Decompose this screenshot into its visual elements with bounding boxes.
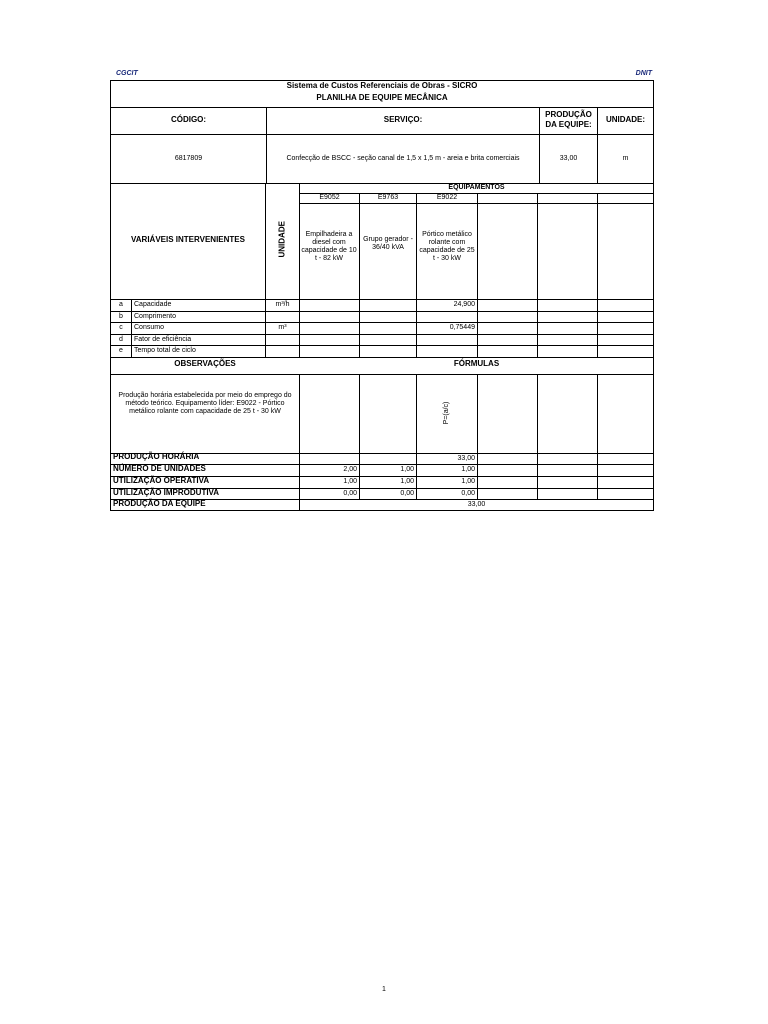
formula-e9022: P=(a/c) — [443, 401, 450, 425]
page-number: 1 — [382, 986, 386, 993]
service-code: 6817809 — [174, 155, 203, 162]
equipment-desc-e9022: Pórtico metálico rolante com capacidade de 25 t - 30 kW — [419, 231, 475, 262]
variavel-name: Consumo — [134, 324, 164, 331]
variavel-name: Comprimento — [134, 313, 177, 320]
rule — [111, 311, 653, 312]
utilizacao-operativa-e9022: 1,00 — [461, 478, 475, 485]
rule — [537, 374, 538, 500]
rule — [359, 193, 360, 357]
unidade-vertical-label: UNIDADE — [277, 221, 287, 258]
rule — [131, 299, 132, 357]
producao-horaria-label: PRODUÇÃO HORÁRIA — [113, 452, 200, 461]
producao-label-line2: DA EQUIPE: — [545, 120, 592, 129]
rule — [111, 299, 653, 300]
utilizacao-improdutiva-e9022: 0,00 — [461, 490, 475, 497]
rule — [111, 345, 653, 346]
formulas-heading: FÓRMULAS — [453, 359, 500, 368]
numero-unidades-e9763: 1,00 — [400, 466, 414, 473]
sheet-subtitle: PLANILHA DE EQUIPE MECÂNICA — [316, 93, 448, 102]
variavel-unit: m³/h — [275, 301, 290, 308]
utilizacao-operativa-e9052: 1,00 — [343, 478, 357, 485]
utilizacao-improdutiva-e9763: 0,00 — [400, 490, 414, 497]
utilizacao-improdutiva-e9052: 0,00 — [343, 490, 357, 497]
equipment-code-e9763: E9763 — [377, 194, 399, 201]
rule — [477, 193, 478, 357]
service-description: Confecção de BSCC - seção canal de 1,5 x 1,5 m - areia e brita comerciais — [286, 155, 520, 162]
variavel-value-e9022: 0,75449 — [449, 324, 475, 331]
equipment-code-e9052: E9052 — [319, 194, 340, 201]
rule — [111, 357, 653, 358]
rule — [111, 134, 653, 135]
equipment-desc-e9052: Empilhadeira a diesel com capacidade de 10 t - 82 kW — [301, 231, 357, 262]
numero-unidades-e9052: 2,00 — [343, 466, 357, 473]
producao-label-line1: PRODUÇÃO — [545, 110, 592, 119]
servico-label: SERVIÇO: — [383, 115, 423, 124]
variavel-name: Tempo total de ciclo — [134, 347, 196, 354]
variavel-letter: d — [119, 336, 123, 343]
unidade-label: UNIDADE: — [605, 115, 646, 124]
variavel-letter: b — [119, 313, 123, 320]
utilizacao-operativa-label: UTILIZAÇÃO OPERATIVA — [113, 476, 210, 485]
variavel-value-e9022: 24,900 — [453, 301, 475, 308]
equipment-code-e9022: E9022 — [436, 194, 458, 201]
utilizacao-improdutiva-label: UTILIZAÇÃO IMPRODUTIVA — [113, 488, 220, 497]
equipment-desc-e9763: Grupo gerador - 36/40 kVA — [363, 236, 413, 251]
rule — [477, 374, 478, 500]
variavel-name: Fator de eficiência — [134, 336, 192, 343]
rule — [111, 322, 653, 323]
rule — [111, 107, 653, 108]
sheet-title: Sistema de Custos Referenciais de Obras - SICRO — [286, 81, 478, 90]
service-production: 33,00 — [559, 155, 578, 162]
observacoes-text: Produção horária estabelecida por meio do emprego do método teórico. Equipamento líder: E9022 - Pórtico metálico rolante com capacidade de 25 t - 30 kW — [118, 392, 292, 415]
codigo-label: CÓDIGO: — [170, 115, 207, 124]
producao-horaria-e9022: 33,00 — [457, 455, 475, 462]
utilizacao-operativa-e9763: 1,00 — [400, 478, 414, 485]
equipamentos-heading: EQUIPAMENTOS — [448, 184, 505, 191]
variavel-unit: m³ — [278, 324, 287, 331]
rule — [299, 203, 653, 204]
variaveis-label: VARIÁVEIS INTERVENIENTES — [131, 235, 245, 244]
rule — [537, 193, 538, 357]
variavel-name: Capacidade — [134, 301, 172, 308]
rule — [111, 334, 653, 335]
rule — [299, 183, 300, 357]
observacoes-heading: OBSERVAÇÕES — [174, 359, 236, 368]
equipment-sheet — [110, 80, 654, 511]
numero-unidades-e9022: 1,00 — [461, 466, 475, 473]
rule — [111, 374, 653, 375]
header-right-logo-text: DNIT — [635, 70, 652, 77]
numero-unidades-label: NÚMERO DE UNIDADES — [113, 464, 206, 473]
variavel-letter: e — [119, 347, 123, 354]
producao-equipe-label: PRODUÇÃO DA EQUIPE — [113, 499, 206, 508]
rule — [597, 374, 598, 500]
rule — [416, 193, 417, 357]
service-unit: m — [622, 155, 629, 162]
variavel-letter: a — [119, 301, 123, 308]
variavel-letter: c — [119, 324, 123, 331]
rule — [597, 193, 598, 357]
producao-equipe-value: 33,00 — [467, 501, 486, 508]
header-left-logo-text: CGCIT — [116, 70, 138, 77]
